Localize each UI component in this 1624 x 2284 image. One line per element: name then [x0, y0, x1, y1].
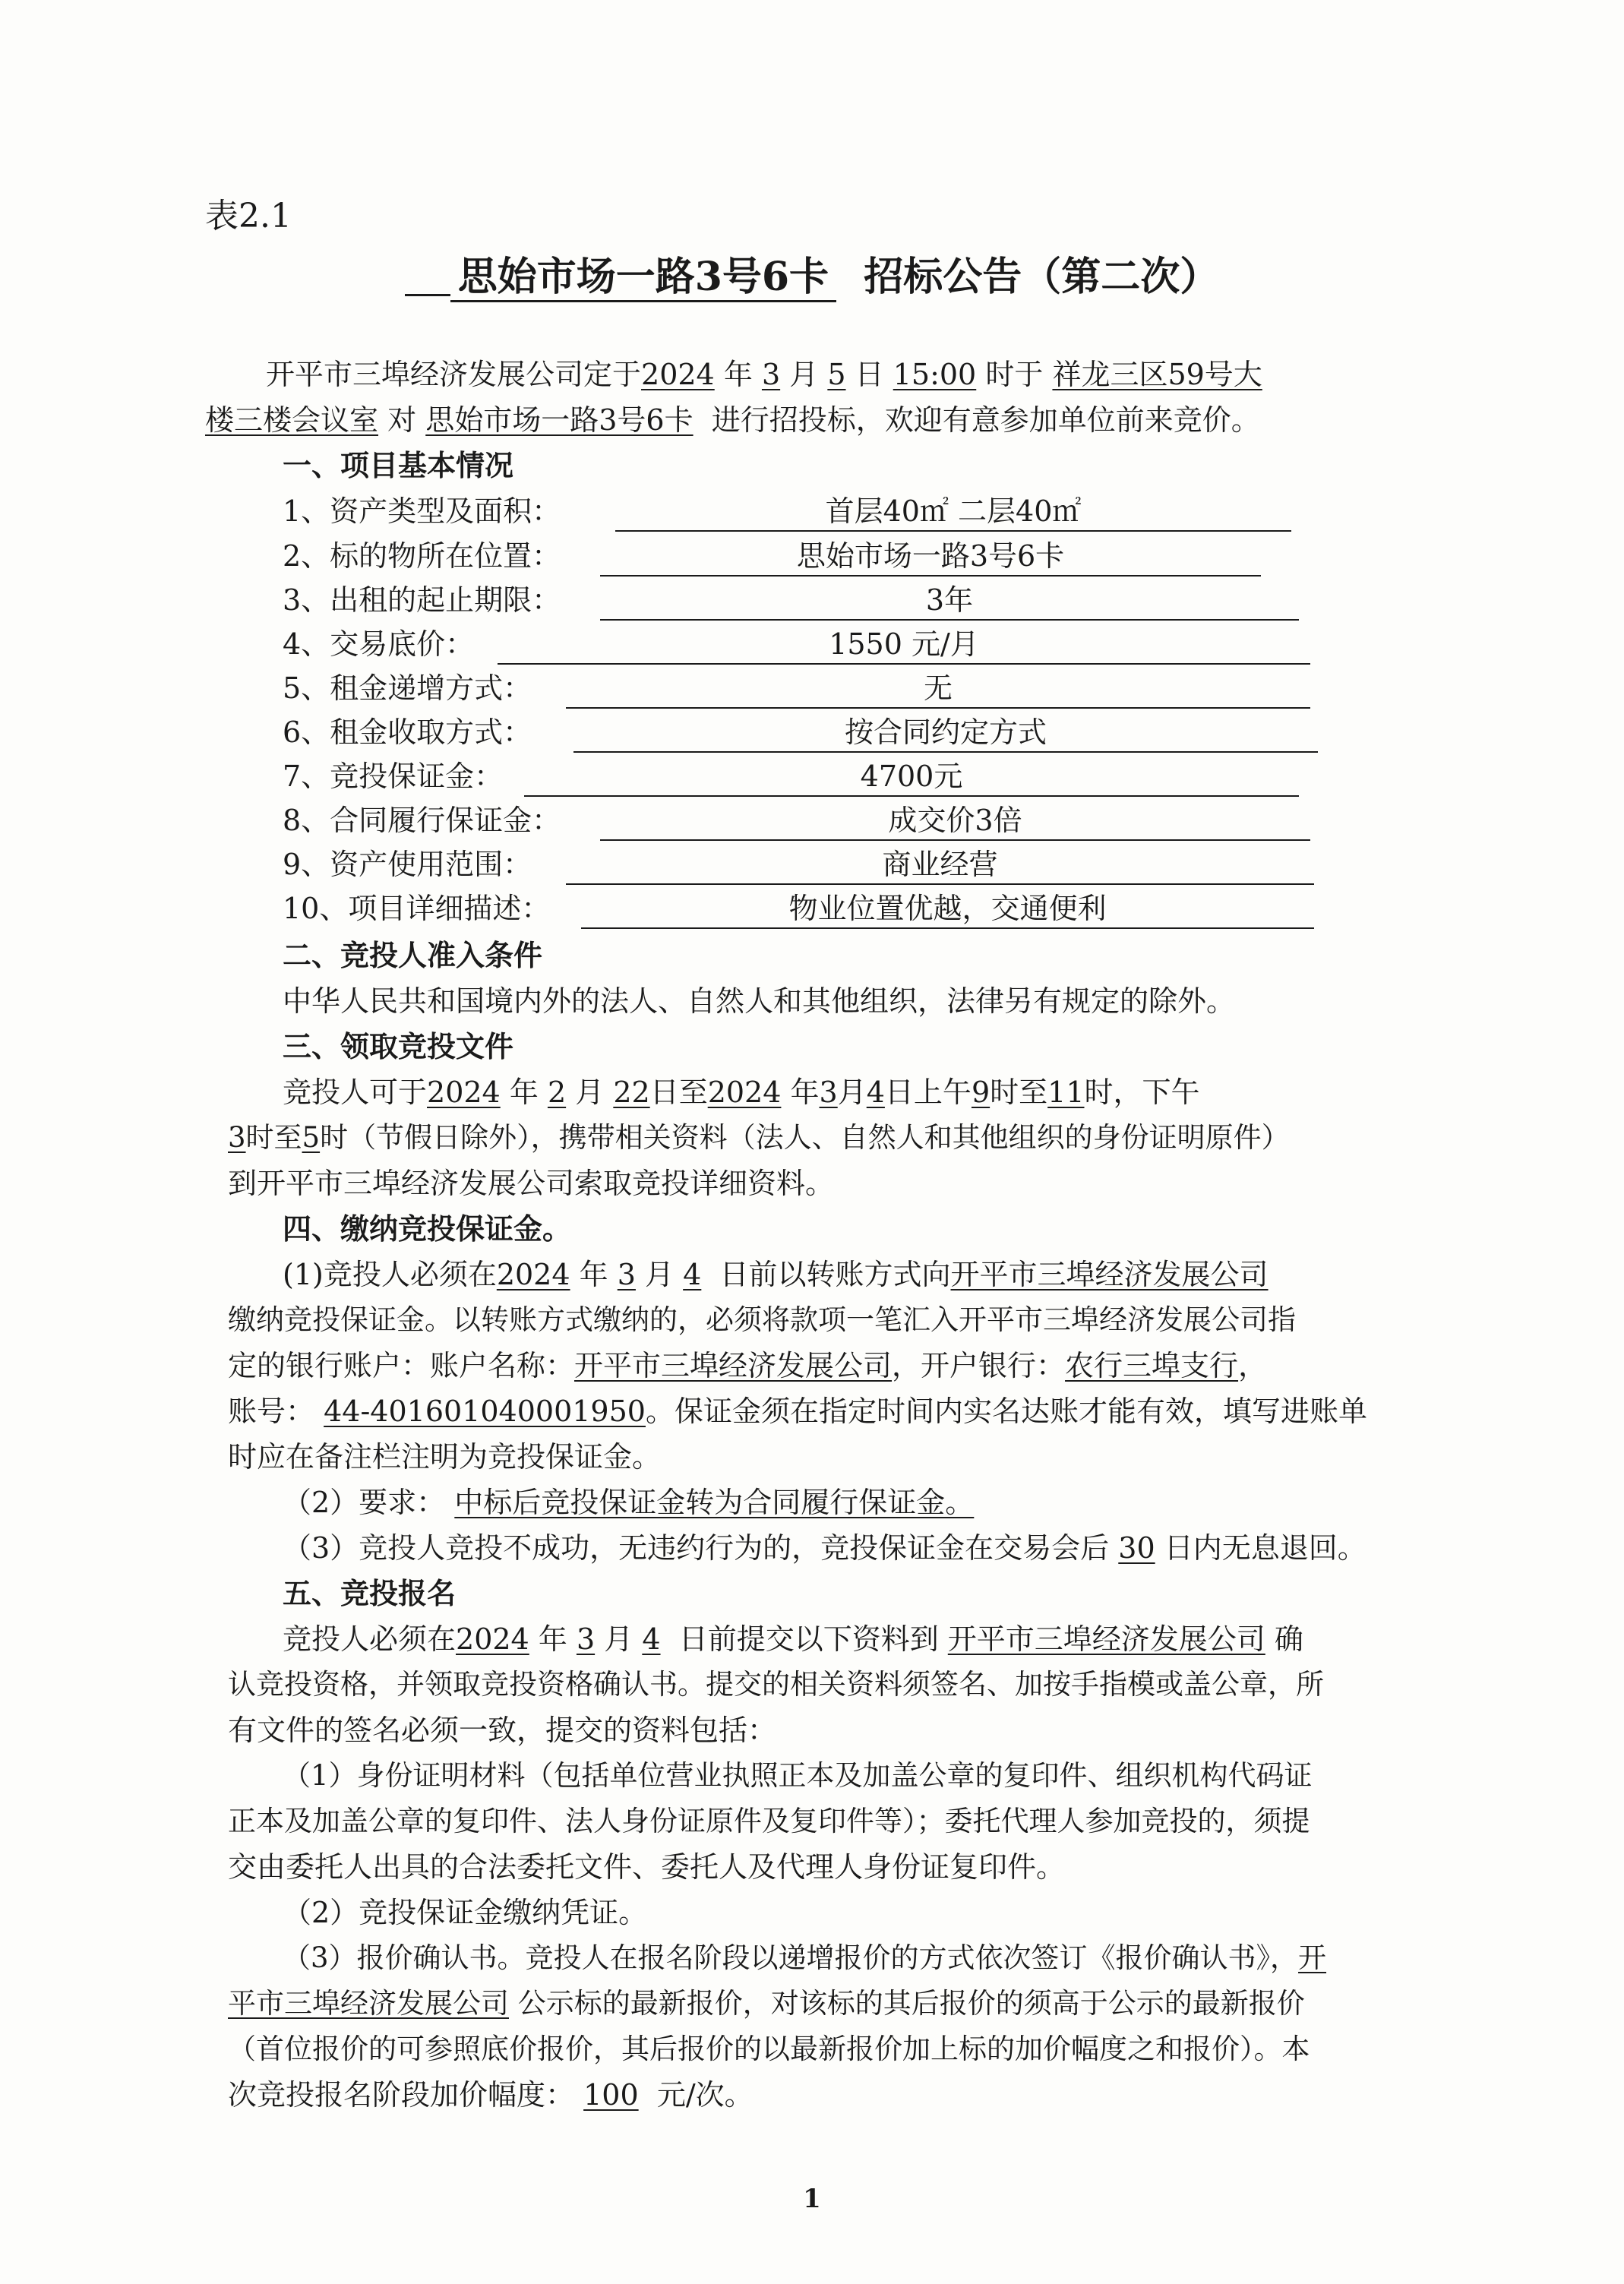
item-value: 4700元	[524, 757, 1299, 797]
s3-text: 时至	[245, 1121, 302, 1154]
s4-text: （3）竞投人竞投不成功，无违约行为的，竞投保证金在交易会后	[283, 1531, 1110, 1565]
intro-year: 2024	[641, 358, 715, 391]
account-name: 开平市三埠经济发展公司	[574, 1349, 893, 1382]
s3-text: 年	[790, 1076, 820, 1109]
s5-company: 平市三埠经济发展公司	[228, 1987, 509, 2020]
intro-line-2	[205, 401, 1260, 439]
account-number: 44-401601040001950	[324, 1395, 646, 1428]
section5-item3-line-4	[228, 2076, 754, 2114]
section4-p1-line-1	[283, 1256, 1269, 1294]
intro-place: 祥龙三区59号大	[1052, 358, 1262, 391]
s3-hour: 5	[302, 1121, 321, 1154]
item-value: 按合同约定方式	[573, 713, 1318, 753]
s3-text: 月	[575, 1076, 605, 1109]
refund-days: 30	[1118, 1531, 1155, 1565]
item-value: 首层40㎡ 二层40㎡	[615, 492, 1291, 532]
section5-item1-line-2: 正本及加盖公章的复印件、法人身份证原件及复印件等）；委托代理人参加竞投的，须提	[228, 1805, 1310, 1837]
s4-text: 。保证金须在指定时间内实名达账才能有效，填写进账单	[645, 1395, 1367, 1428]
item-label: 4、交易底价：	[283, 627, 475, 661]
item-label: 1、资产类型及面积：	[283, 494, 561, 528]
item-label: 3、出租的起止期限：	[283, 583, 561, 617]
section3-line-1	[283, 1073, 1200, 1111]
intro-line-1	[266, 355, 1262, 393]
item-label: 9、资产使用范围：	[283, 848, 532, 881]
s3-text: 时（节假日除外），携带相关资料（法人、自然人和其他组织的身份证明原件）	[320, 1121, 1290, 1154]
page-number: 1	[803, 2184, 821, 2214]
s4-text: （2）要求：	[283, 1486, 446, 1519]
s4-text: 定的银行账户：账户名称：	[228, 1349, 575, 1382]
item-label: 5、租金递增方式：	[283, 671, 532, 705]
s3-hour: 11	[1047, 1076, 1085, 1109]
section5-item3-line-3: （首位报价的可参照底价报价，其后报价的以最新报价加上标的加价幅度之和报价）。本	[228, 2033, 1310, 2065]
section5-item1-line-3: 交由委托人出具的合法委托文件、委托人及代理人身份证复印件。	[228, 1850, 1066, 1884]
section5-item3-line-1	[283, 1939, 1326, 1977]
s4-text: 日内无息退回。	[1164, 1531, 1366, 1565]
item-value: 成交价3倍	[600, 801, 1310, 841]
s3-hour: 9	[971, 1076, 991, 1109]
s3-date: 22	[613, 1076, 650, 1109]
section5-item3-line-2	[228, 1985, 1305, 2023]
title-property-name: 思始市场一路3号6卡	[450, 254, 836, 302]
s5-date: 3	[576, 1622, 596, 1656]
item-value: 无	[566, 669, 1310, 709]
item-value: 物业位置优越，交通便利	[581, 889, 1314, 929]
section5-item1-line-1: （1）身份证明材料（包括单位营业执照正本及加盖公章的复印件、组织机构代码证	[283, 1759, 1313, 1792]
s3-text: 时至	[990, 1076, 1048, 1109]
section3-heading: 三、领取竞投文件	[283, 1029, 514, 1063]
s5-text: （3）报价确认书。竞投人在报名阶段以递增报价的方式依次签订《报价确认书》，	[283, 1941, 1299, 1974]
item-value: 3年	[600, 581, 1299, 621]
item-label: 8、合同履行保证金：	[283, 804, 561, 837]
item-value: 思始市场一路3号6卡	[600, 537, 1261, 577]
s4-text: (1)竞投人必须在	[283, 1258, 497, 1291]
price-increment: 100	[583, 2078, 639, 2112]
item-value: 1550 元/月	[498, 625, 1310, 665]
section3-line-2	[228, 1119, 1290, 1157]
section4-p1-line-4	[228, 1392, 1367, 1430]
section2-heading: 二、竞投人准入条件	[283, 938, 543, 972]
s4-date: 4	[683, 1258, 702, 1291]
s3-date: 3	[819, 1076, 838, 1109]
s5-text: 元/次。	[656, 2078, 754, 2112]
section5-line-3: 有文件的签名必须一致，提交的资料包括：	[228, 1714, 777, 1747]
intro-month: 3	[761, 358, 781, 391]
s3-text: 竞投人可于	[283, 1076, 428, 1109]
item-value: 商业经营	[566, 845, 1314, 885]
section4-p2	[283, 1483, 974, 1521]
s3-date: 4	[866, 1076, 885, 1109]
section4-p1-line-2: 缴纳竞投保证金。以转账方式缴纳的，必须将款项一笔汇入开平市三埠经济发展公司指	[228, 1303, 1296, 1336]
s4-date: 3	[617, 1258, 636, 1291]
item-label: 2、标的物所在位置：	[283, 539, 561, 573]
s5-company: 开平市三埠经济发展公司	[947, 1622, 1265, 1656]
intro-time: 15:00	[893, 358, 977, 391]
s5-text: 确	[1274, 1622, 1303, 1656]
item-label: 7、竞投保证金：	[283, 760, 504, 793]
s3-date: 2	[547, 1076, 567, 1109]
s3-hour: 3	[228, 1121, 246, 1154]
s3-text: 时，下午	[1084, 1076, 1200, 1109]
s3-date: 2024	[427, 1076, 501, 1109]
s5-date: 2024	[456, 1622, 529, 1656]
section4-p1-line-3	[228, 1347, 1267, 1385]
section1-heading: 一、项目基本情况	[283, 448, 514, 482]
intro-text: 日	[855, 358, 884, 391]
intro-text: 月	[789, 358, 819, 391]
intro-text: 年	[723, 358, 753, 391]
s4-date: 2024	[496, 1258, 570, 1291]
title-suffix: 招标公告（第二次）	[864, 254, 1220, 300]
s5-text: 年	[538, 1622, 567, 1656]
s5-company: 开	[1298, 1941, 1327, 1974]
s5-date: 4	[642, 1622, 661, 1656]
intro-text: 时于	[985, 358, 1044, 391]
intro-place-cont: 楼三楼会议室	[205, 403, 379, 437]
title-blank	[405, 286, 450, 296]
bank-name: 农行三埠支行	[1065, 1349, 1239, 1382]
s4-text: ，开户银行：	[892, 1349, 1066, 1382]
section5-heading: 五、竞投报名	[283, 1576, 457, 1610]
section4-p3	[283, 1529, 1366, 1567]
section3-line-3: 到开平市三埠经济发展公司索取竞投详细资料。	[228, 1167, 835, 1200]
s4-requirement: 中标后竞投保证金转为合同履行保证金。	[454, 1486, 975, 1519]
s4-company: 开平市三埠经济发展公司	[950, 1258, 1269, 1291]
s3-text: 月	[837, 1076, 867, 1109]
section4-p1-line-5: 时应在备注栏注明为竞投保证金。	[228, 1440, 662, 1474]
document-title	[0, 251, 1624, 304]
s4-text: 账号：	[228, 1395, 315, 1428]
s3-text: 日至	[649, 1076, 708, 1109]
section2-text: 中华人民共和国境内外的法人、自然人和其他组织，法律另有规定的除外。	[283, 984, 1236, 1018]
s4-text: 日前以转账方式向	[719, 1258, 951, 1291]
intro-day: 5	[827, 358, 846, 391]
s5-text: 月	[604, 1622, 633, 1656]
s5-text: 竞投人必须在	[283, 1622, 457, 1656]
intro-text: 进行招投标，欢迎有意参加单位前来竞价。	[711, 403, 1260, 437]
item-label: 6、租金收取方式：	[283, 716, 532, 749]
s5-text: 公示标的最新报价，对该标的其后报价的须高于公示的最新报价	[517, 1987, 1305, 2020]
s3-date: 2024	[707, 1076, 782, 1109]
table-label: 表2.1	[205, 197, 292, 235]
s5-text: 日前提交以下资料到	[678, 1622, 939, 1656]
s4-text: 年	[579, 1258, 608, 1291]
section5-line-2: 认竞投资格，并领取竞投资格确认书。提交的相关资料须签名、加按手指模或盖公章，所	[228, 1668, 1324, 1701]
intro-text: 对	[387, 403, 417, 437]
intro-text: 开平市三埠经济发展公司定于	[266, 358, 642, 391]
section5-item2: （2）竞投保证金缴纳凭证。	[283, 1896, 648, 1929]
s3-text: 日上午	[884, 1076, 972, 1109]
section5-line-1	[283, 1620, 1303, 1658]
s4-text: 月	[645, 1258, 675, 1291]
s5-text: 次竞投报名阶段加价幅度：	[228, 2078, 575, 2112]
section4-heading: 四、缴纳竞投保证金。	[283, 1211, 572, 1246]
intro-target: 思始市场一路3号6卡	[425, 403, 694, 437]
s3-text: 年	[509, 1076, 539, 1109]
item-label: 10、项目详细描述：	[283, 892, 551, 925]
s4-text: ，	[1238, 1349, 1268, 1382]
